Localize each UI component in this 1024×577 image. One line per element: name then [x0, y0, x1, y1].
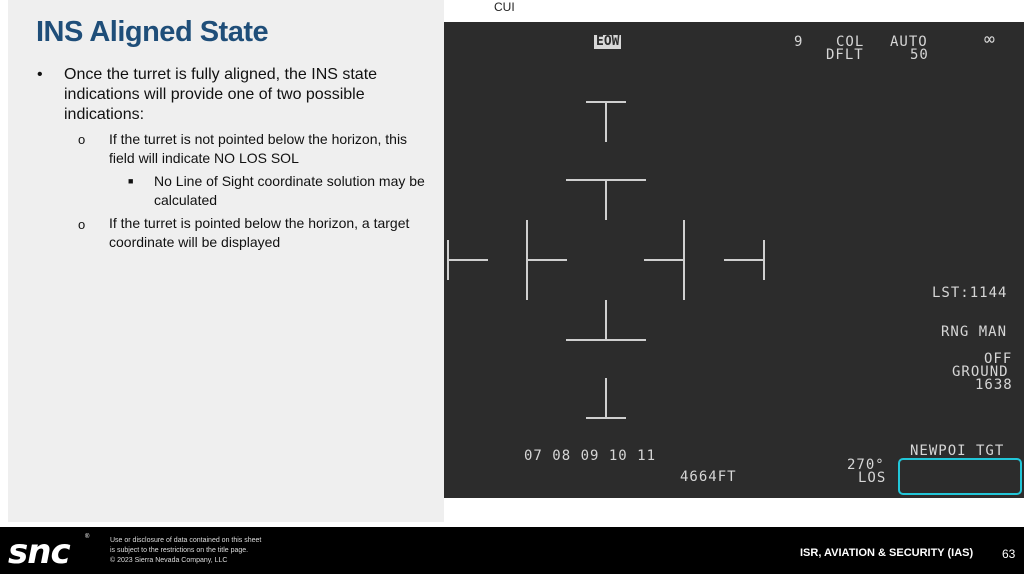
sensor-video-display [444, 22, 1024, 498]
osd-ground: GROUND [952, 364, 1009, 380]
osd-newpoi-tgt: NEWPOI TGT [910, 443, 1005, 459]
sub-bullet-marker: o [78, 132, 86, 147]
osd-fifty: 50 [910, 47, 929, 63]
osd-ground-value: 1638 [975, 377, 1013, 393]
osd-top-number: 9 [794, 34, 804, 50]
osd-auto: AUTO [890, 34, 928, 50]
osd-altitude: 4664FT [680, 469, 737, 485]
osd-dflt: DFLT [826, 47, 864, 63]
subsub-bullet-no-los: No Line of Sight coordinate solution may be calculated [154, 173, 425, 208]
eow-indicator: EOW [596, 34, 620, 49]
cui-marking-top: CUI [494, 0, 515, 14]
osd-rng-man: RNG MAN [941, 324, 1008, 340]
disclaimer-text [110, 536, 261, 566]
disclaimer-line: © 2023 Sierra Nevada Company, LLC [110, 557, 228, 564]
sub-bullet-marker: o [78, 217, 86, 232]
page-number: 63 [1002, 547, 1016, 561]
osd-off: OFF [984, 351, 1013, 367]
osd-bearing: 270° [847, 457, 885, 473]
osd-los: LOS [858, 470, 887, 486]
subsub-bullet-marker: ■ [128, 176, 134, 186]
division-label: ISR, AVIATION & SECURITY (IAS) [800, 547, 974, 559]
text-panel [8, 0, 444, 522]
snc-logo: snc [8, 532, 70, 572]
ins-state-field-highlight [898, 458, 1022, 495]
osd-heading-scale: 07 08 09 10 11 [524, 448, 657, 464]
osd-infinity: ∞ [984, 29, 996, 50]
sub-bullet-not-below-horizon: If the turret is not pointed below the horizon, this field will indicate NO LOS SOL [109, 131, 408, 166]
bullet-main: Once the turret is fully aligned, the INS state indications will provide one of two possible indications: [64, 66, 378, 123]
registered-mark: ® [85, 534, 90, 540]
osd-col: COL [836, 34, 865, 50]
disclaimer-line: is subject to the restrictions on the title page. [110, 547, 249, 554]
osd-lst: LST:1144 [932, 285, 1008, 301]
bullet-marker: • [37, 66, 43, 83]
sub-bullet-below-horizon: If the turret is pointed below the horizon, a target coordinate will be displayed [109, 215, 410, 250]
crosshair-reticle [444, 22, 1024, 498]
footer-bar [0, 527, 1024, 574]
disclaimer-line: Use or disclosure of data contained on this sheet [110, 537, 262, 544]
slide-title: INS Aligned State [36, 16, 269, 48]
